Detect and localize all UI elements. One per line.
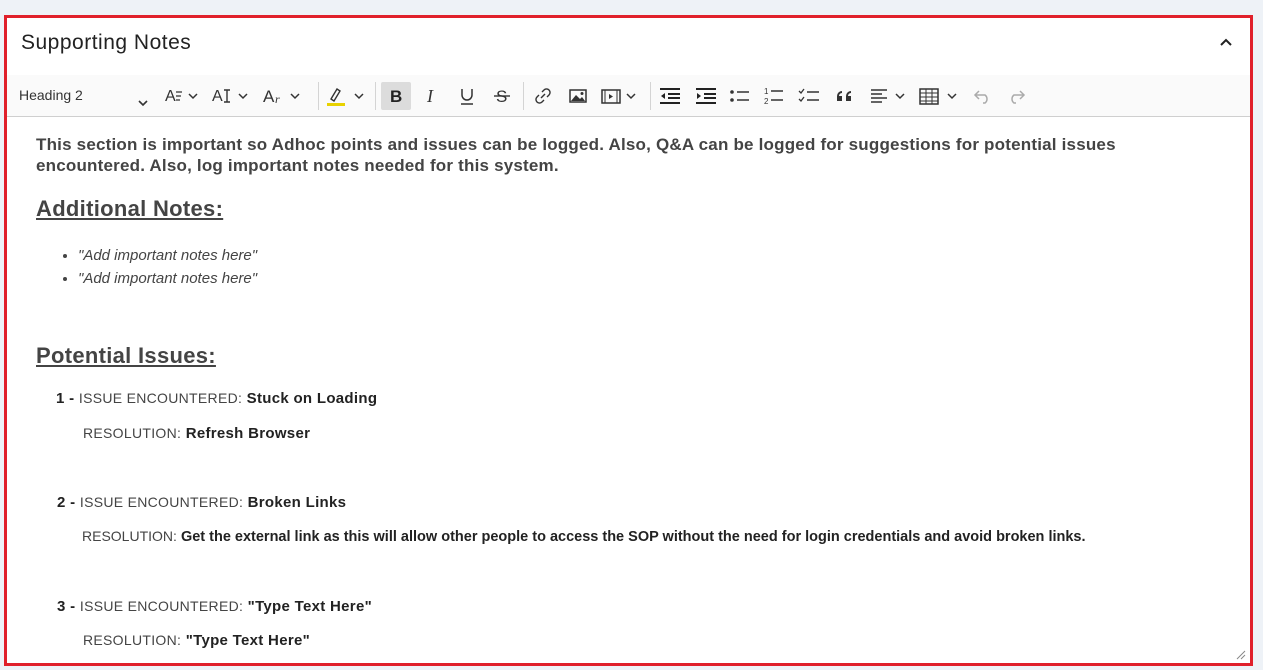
resolution-value: "Type Text Here" <box>185 632 311 649</box>
issue-value: Stuck on Loading <box>246 390 378 407</box>
chevron-up-icon[interactable] <box>1216 32 1236 52</box>
bulleted-list-icon[interactable] <box>726 82 754 110</box>
svg-text:1: 1 <box>764 87 769 96</box>
issue-item <box>57 598 372 615</box>
resolution-value: Refresh Browser <box>185 425 311 442</box>
resolution-item <box>83 632 310 649</box>
intro-text: This section is important so Adhoc points and issues can be logged. Also, Q&A can be logged for suggestions for potential issues encountered. Also, log important notes needed for this system. <box>36 135 1116 175</box>
bold-icon[interactable] <box>381 82 411 110</box>
heading-dropdown[interactable] <box>13 82 149 108</box>
additional-notes-heading: Additional Notes: <box>36 196 224 221</box>
svg-text:A: A <box>212 88 223 105</box>
font-family-icon[interactable] <box>210 82 254 110</box>
italic-icon[interactable] <box>417 82 445 110</box>
issue-label: ISSUE ENCOUNTERED: <box>78 390 243 406</box>
media-embed-icon[interactable] <box>599 82 643 110</box>
resolution-value: Get the external link as this will allow other people to access the SOP without the need for login credentials and avoid broken links. <box>180 529 1086 545</box>
blockquote-icon[interactable] <box>831 82 859 110</box>
svg-text:r: r <box>275 92 280 106</box>
panel-title: Supporting Notes <box>21 31 192 54</box>
table-icon[interactable] <box>917 82 963 110</box>
svg-text:S: S <box>496 87 508 106</box>
issue-number: 1 - <box>56 390 75 407</box>
undo-icon[interactable] <box>970 82 996 110</box>
resolution-label: RESOLUTION: <box>82 528 177 544</box>
svg-text:A: A <box>263 87 275 106</box>
underline-icon[interactable] <box>453 82 481 110</box>
issue-value: Broken Links <box>247 494 347 511</box>
issue-label: ISSUE ENCOUNTERED: <box>79 494 244 510</box>
heading-dropdown-value: Heading 2 <box>19 87 83 103</box>
numbered-list-icon[interactable] <box>760 82 788 110</box>
notes-list <box>59 244 257 290</box>
resolution-label: RESOLUTION: <box>83 425 182 441</box>
image-icon[interactable] <box>564 82 592 110</box>
issue-item <box>56 390 377 407</box>
redo-icon[interactable] <box>1003 82 1029 110</box>
issue-label: ISSUE ENCOUNTERED: <box>79 598 244 614</box>
outdent-icon[interactable] <box>655 82 685 110</box>
list-item: • "Add important notes here" <box>78 244 257 267</box>
editor-toolbar <box>7 75 1250 117</box>
editor-content[interactable] <box>7 117 1250 663</box>
link-icon[interactable] <box>529 82 557 110</box>
potential-issues-heading: Potential Issues: <box>36 343 216 368</box>
issue-value: "Type Text Here" <box>247 598 372 615</box>
todo-list-icon[interactable] <box>795 82 823 110</box>
resolution-item <box>83 425 310 442</box>
resolution-label: RESOLUTION: <box>83 632 182 648</box>
supporting-notes-panel <box>4 15 1253 666</box>
svg-text:I: I <box>427 87 433 105</box>
svg-text:2: 2 <box>764 97 769 106</box>
svg-text:A: A <box>165 88 176 105</box>
font-color-icon[interactable] <box>261 82 305 110</box>
panel-header[interactable] <box>7 18 1250 76</box>
issue-number: 3 - <box>57 598 76 615</box>
resize-handle-icon[interactable] <box>1234 647 1246 659</box>
indent-icon[interactable] <box>691 82 721 110</box>
align-icon[interactable] <box>868 82 912 110</box>
font-size-icon[interactable] <box>163 82 205 110</box>
svg-text:B: B <box>390 87 403 105</box>
resolution-item <box>82 528 1086 545</box>
issue-number: 2 - <box>57 494 76 511</box>
highlight-icon[interactable] <box>325 82 369 110</box>
list-item: • "Add important notes here" <box>78 267 257 290</box>
chevron-down-icon <box>137 90 149 116</box>
issue-item <box>57 494 346 511</box>
strikethrough-icon[interactable] <box>488 82 516 110</box>
